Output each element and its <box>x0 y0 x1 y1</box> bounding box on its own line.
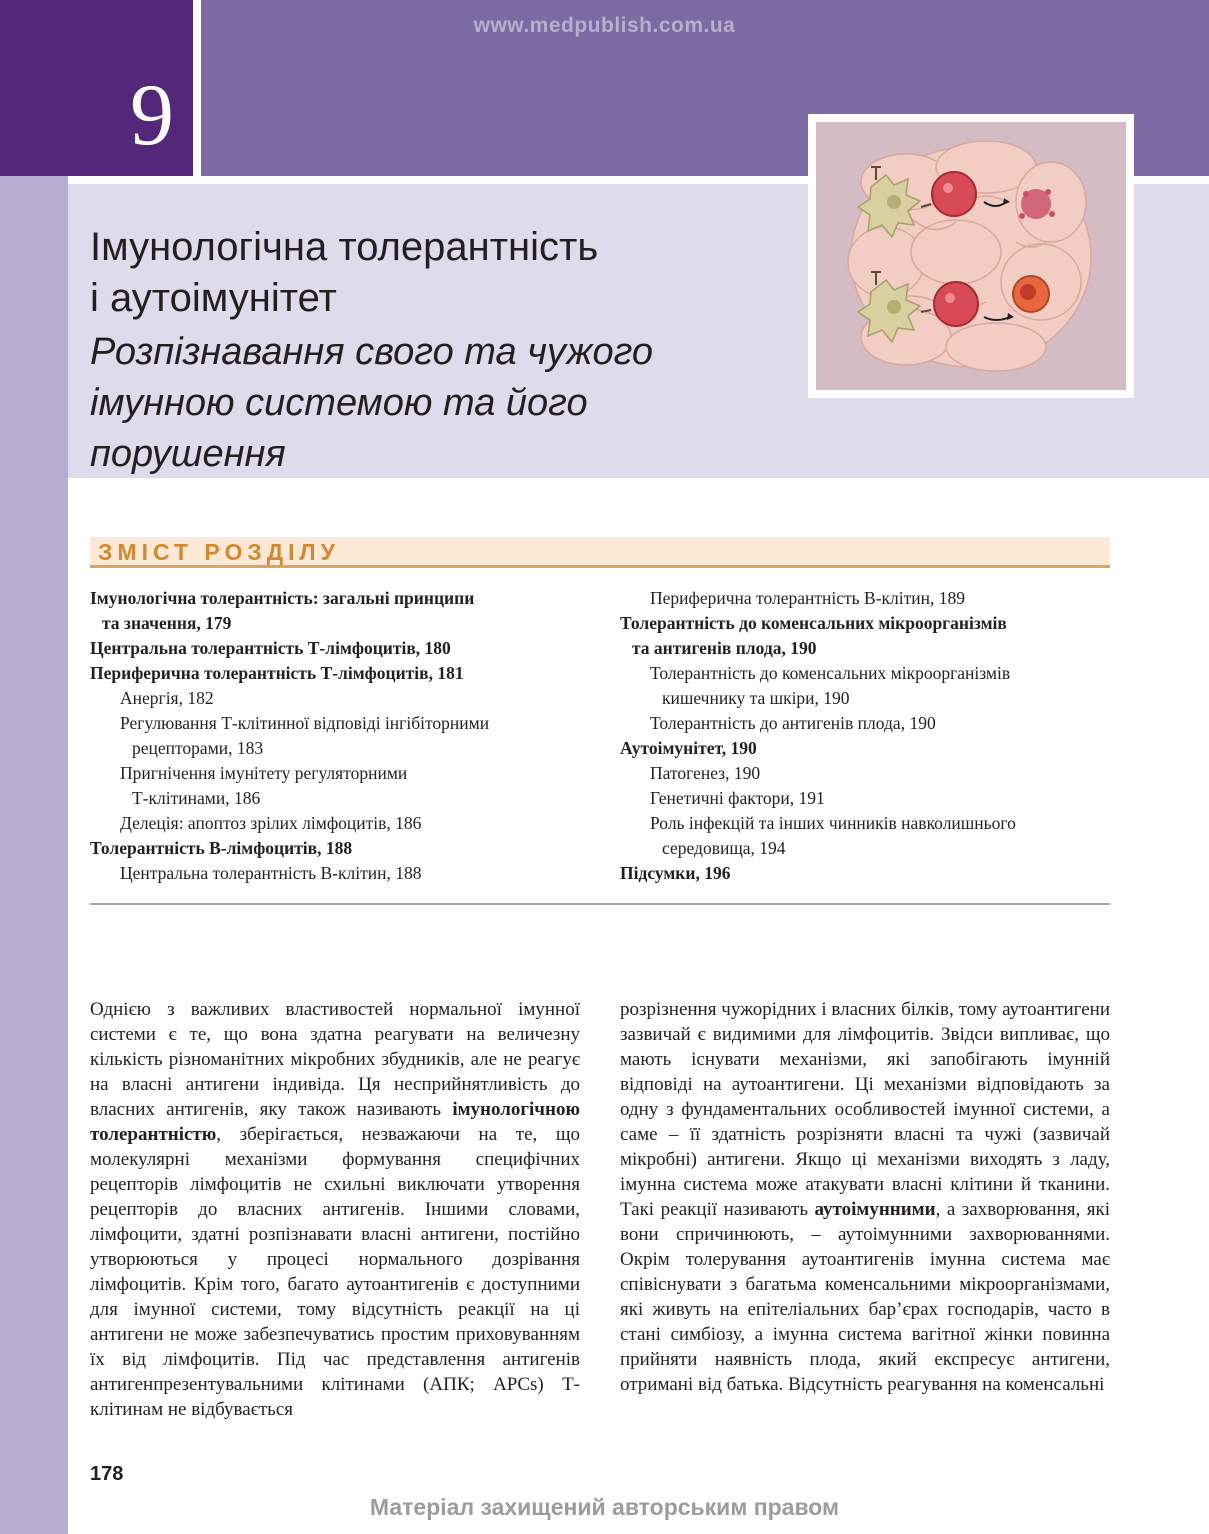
toc-left-column <box>90 586 489 886</box>
page-number: 178 <box>90 1463 124 1485</box>
body-column-left <box>90 997 580 1422</box>
body-paragraph <box>90 997 580 1422</box>
toc-entry[interactable]: Підсумки, 196 <box>620 863 731 883</box>
toc-subentry[interactable]: Анергія, 182 <box>120 688 214 708</box>
toc-subentry[interactable]: Делеція: апоптоз зрілих лімфоцитів, 186 <box>120 813 422 833</box>
toc-subentry[interactable]: рецепторами, 183 <box>132 738 264 758</box>
body-text: , зберігається, незважаючи на те, що молекулярні механізми формування специфічних рецепторів лімфоцитів не схильні виключати утворення рецепторів до власних антигенів. Іншими словами, лімфоцити, здатні розпізнавати власні антигени, постійно утворюються у процесі нормального дозрівання лімфоцитів. Крім того, багато аутоантигенів є доступними для імунної системи, тому відсутність реакції на ці антигени не може забезпечуватись простим приховуванням їх від лімфоцитів. Під час представлення антигенів антигенпрезентувальними клітинами (АПК; APCs) Т-клітинам не відбувається <box>90 1124 580 1420</box>
toc-subentry[interactable]: кишечнику та шкіри, 190 <box>662 688 850 708</box>
toc-entry[interactable]: Імунологічна толерантність: загальні принципи <box>90 588 475 608</box>
toc-entry[interactable]: Центральна толерантність Т-лімфоцитів, 180 <box>90 638 451 658</box>
toc-entry[interactable]: Толерантність В-лімфоцитів, 188 <box>90 838 353 858</box>
toc-entry[interactable]: та значення, 179 <box>102 613 232 633</box>
toc-subentry[interactable]: Роль інфекцій та інших чинників навколишнього <box>650 813 1016 833</box>
toc-subentry[interactable]: Центральна толерантність В-клітин, 188 <box>120 863 422 883</box>
immune-cells-illustration <box>816 122 1126 390</box>
toc-subentry[interactable]: Патогенез, 190 <box>650 763 761 783</box>
chapter-number: 9 <box>130 67 174 164</box>
toc-right-column <box>620 586 1016 886</box>
website-watermark: www.medpublish.com.ua <box>473 14 736 37</box>
toc-subentry[interactable]: Пригнічення імунітету регуляторними <box>120 763 408 783</box>
body-text: розрізнення чужорідних і власних білків, тому аутоантигени зазвичай є видимими для лімфоцитів. Звідси випливає, що мають існувати механізми, які запобігають імунній відповіді на аутоантигени. Ці механізми відповідають за одну з фундаментальних особливостей імунної системи, а саме – її здатність розрізняти власні та чужі (зазвичай мікробні) антигени. Якщо ці механізми виходять з ладу, імунна система може атакувати власні клітини й тканини. Такі реакції називають <box>620 999 1110 1220</box>
toc-subentry[interactable]: Т-клітинами, 186 <box>132 788 261 808</box>
toc-divider <box>90 903 1110 905</box>
left-margin-band <box>0 0 68 1534</box>
chapter-subtitle-line1: Розпізнавання свого та чужого <box>90 331 654 373</box>
body-term: аутоімунними <box>814 1199 936 1220</box>
toc-subentry[interactable]: Регулювання Т-клітинної відповіді інгібіторними <box>120 713 490 733</box>
chapter-subtitle-line3: порушення <box>90 433 286 475</box>
chapter-title-line1: Імунологічна толерантність <box>90 225 599 269</box>
copyright-notice: Матеріал захищений авторським правом <box>369 1494 840 1520</box>
toc-heading: ЗМІСТ РОЗДІЛУ <box>98 539 340 565</box>
toc-entry[interactable]: Периферична толерантність Т-лімфоцитів, 181 <box>90 663 464 683</box>
chapter-illustration <box>816 122 1126 390</box>
chapter-title <box>90 222 598 324</box>
chapter-subtitle-line2: імунною системою та його <box>90 382 588 424</box>
chapter-subtitle <box>90 327 790 480</box>
toc-entry[interactable]: Аутоімунітет, 190 <box>620 738 757 758</box>
toc-subentry[interactable]: середовища, 194 <box>662 838 786 858</box>
toc-entry[interactable]: Толерантність до коменсальних мікроорганізмів <box>620 613 1007 633</box>
body-paragraph <box>620 997 1110 1397</box>
body-text: Однією з важливих властивостей нормальної імунної системи є те, що вона здатна реагувати на величезну кількість різноманітних мікробних збудників, але не реагує на власні антигени індивіда. Ця несприйнятливість до власних антигенів, яку також називають <box>90 999 580 1120</box>
chapter-title-line2: і аутоімунітет <box>90 276 337 320</box>
toc-subentry[interactable]: Толерантність до антигенів плода, 190 <box>650 713 936 733</box>
toc-subentry[interactable]: Толерантність до коменсальних мікроорганізмів <box>650 663 1011 683</box>
toc-subentry[interactable]: Генетичні фактори, 191 <box>650 788 825 808</box>
body-text: , а захворювання, які вони спричинюють, – аутоімунними захворюваннями. Окрім толерування аутоантигенів імунна система має співіснувати з багатьма коменсальними мікроорганізмами, які живуть на епітеліальних бар’єрах господарів, часто в стані симбіозу, а імунна система вагітної жінки повинна прийняти наявність плода, який експресує антигени, отримані від батька. Відсутність реагування на коменсальні <box>620 1199 1110 1395</box>
toc-entry[interactable]: та антигенів плода, 190 <box>632 638 817 658</box>
body-term: імунологічною толерантністю <box>90 1099 580 1145</box>
toc-header <box>90 537 1110 568</box>
toc-subentry[interactable]: Периферична толерантність В-клітин, 189 <box>650 588 965 608</box>
body-column-right <box>620 997 1110 1397</box>
